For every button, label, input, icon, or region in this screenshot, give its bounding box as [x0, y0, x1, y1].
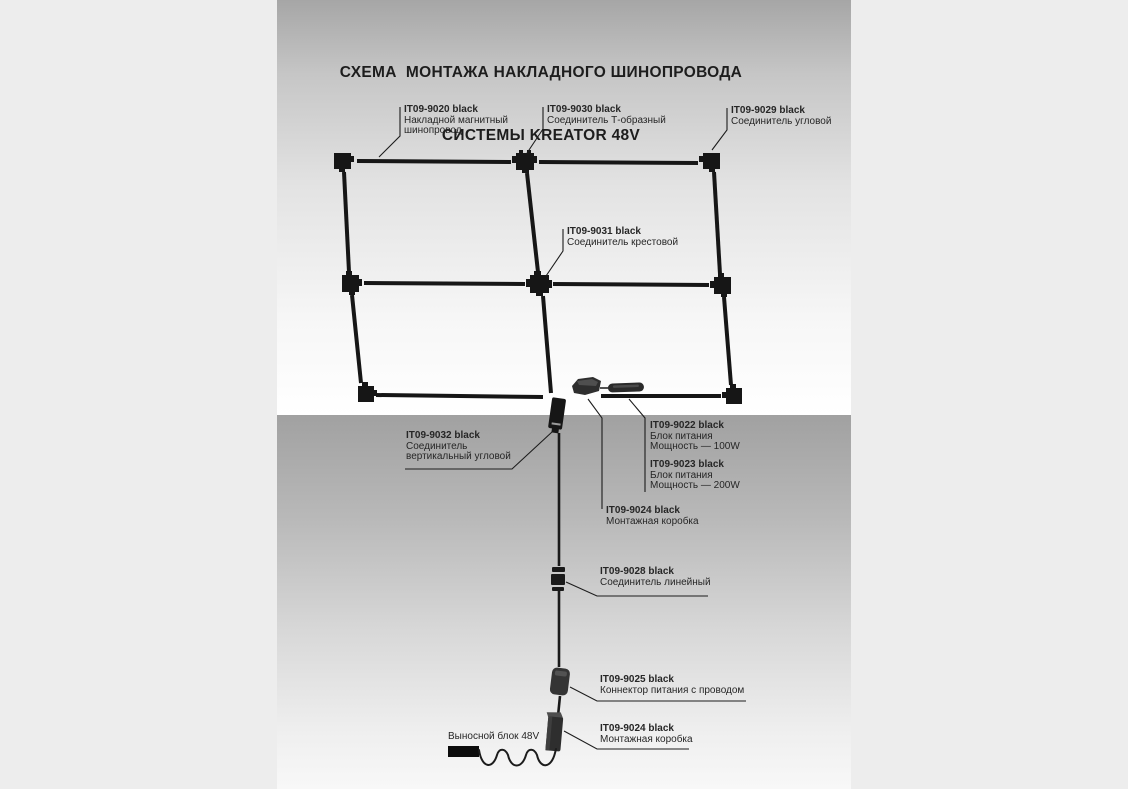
- label-mounting-box-top: IT09-9024 black Монтажная коробка: [606, 505, 699, 527]
- label-track: IT09-9020 black Накладной магнитный шинопровод: [404, 104, 509, 136]
- power-supply-device: [608, 382, 644, 392]
- t-connector-middle-right: [710, 273, 731, 297]
- label-power-connector: IT09-9025 black Коннектор питания с проводом: [600, 674, 745, 696]
- label-t-connector-code: IT09-9030 black: [547, 104, 621, 115]
- label-vertical-corner-connector: IT09-9032 black Соединитель вертикальный угловой: [406, 430, 511, 462]
- corner-connector-bottom-right: [722, 384, 742, 404]
- label-mounting-box-top-code: IT09-9024 black: [606, 505, 680, 516]
- label-psu-200-code: IT09-9023 black: [650, 459, 724, 470]
- cross-connector-center: [526, 271, 552, 296]
- label-psu-100: IT09-9022 black Блок питания Мощность — 100W: [650, 420, 740, 452]
- label-t-connector: IT09-9030 black Соединитель Т-образный: [547, 104, 666, 126]
- leader-mounting-box-top: [588, 399, 602, 509]
- label-linear-connector-code: IT09-9028 black: [600, 566, 674, 577]
- linear-connector: [551, 567, 565, 591]
- label-mounting-box-bottom-code: IT09-9024 black: [600, 723, 674, 734]
- label-corner-connector-code: IT09-9029 black: [731, 105, 805, 116]
- leader-cross-connector: [546, 229, 563, 276]
- label-vertical-corner-connector-code: IT09-9032 black: [406, 430, 480, 441]
- label-corner-connector: IT09-9029 black Соединитель угловой: [731, 105, 832, 127]
- label-remote-block: Выносной блок 48V: [448, 731, 540, 742]
- power-connector-device: [549, 667, 570, 696]
- scheme-title-line2: СИСТЕМЫ KREATOR 48V: [441, 127, 641, 144]
- remote-block-48v: [448, 746, 479, 757]
- scheme-title-line1: СХЕМА МОНТАЖА НАКЛАДНОГО ШИНОПРОВОДА: [339, 64, 743, 81]
- mounting-box-top-device: [572, 377, 601, 395]
- label-linear-connector: IT09-9028 black Соединитель линейный: [600, 566, 711, 588]
- label-mounting-box-bottom: IT09-9024 black Монтажная коробка: [600, 723, 693, 745]
- leader-psu: [629, 399, 645, 492]
- t-connector-middle-left: [342, 271, 362, 295]
- corner-connector-bottom-left: [358, 382, 377, 402]
- power-cable-wave: [479, 749, 556, 766]
- scheme-title: [247, 20, 835, 188]
- mounting-box-bottom-device: [543, 711, 563, 751]
- label-cross-connector: IT09-9031 black Соединитель крестовой: [567, 226, 679, 248]
- label-psu-200: IT09-9023 black Блок питания Мощность — 200W: [650, 459, 740, 491]
- label-power-connector-code: IT09-9025 black: [600, 674, 674, 685]
- label-track-code: IT09-9020 black: [404, 104, 478, 115]
- label-cross-connector-code: IT09-9031 black: [567, 226, 641, 237]
- label-psu-100-code: IT09-9022 black: [650, 420, 724, 431]
- vertical-corner-connector: [547, 397, 566, 434]
